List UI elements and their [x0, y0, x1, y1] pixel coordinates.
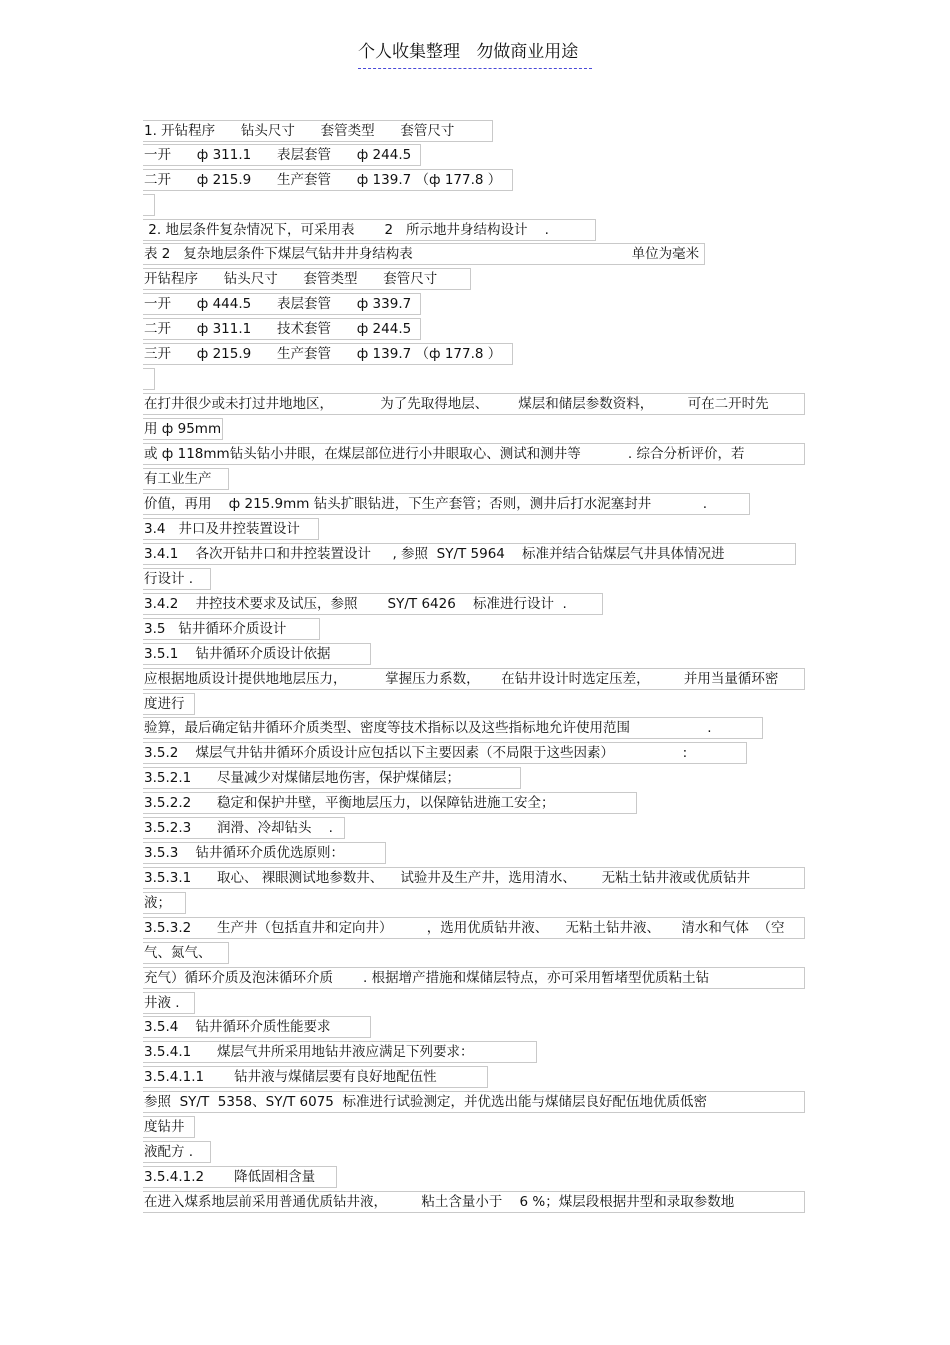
section-heading: 3.5.4 钻井循环介质性能要求	[143, 1016, 371, 1038]
text-line: 二开 ф 215.9 生产套管 ф 139.7 （ф 177.8 ）	[143, 169, 513, 191]
text-line: 3.5.3.1 取心、 裸眼测试地参数井、 试验井及生产井，选用清水、 无粘土钻井液或优质钻井	[143, 867, 805, 889]
text-line: 气、氮气、	[143, 942, 229, 964]
text-line: 或 ф 118mm钻头钻小井眼，在煤层部位进行小井眼取心、测试和测井等 . 综合分析评价，若	[143, 443, 805, 465]
text-line: 1. 开钻程序 钻头尺寸 套管类型 套管尺寸	[143, 120, 493, 142]
text-line: 三开 ф 215.9 生产套管 ф 139.7 （ф 177.8 ）	[143, 343, 513, 365]
text-line: 3.5.2.2 稳定和保护井壁，平衡地层压力，以保障钻进施工安全；	[143, 792, 637, 814]
text-line: 2. 地层条件复杂情况下，可采用表 2 所示地井身结构设计 .	[143, 219, 596, 241]
section-heading: 3.5.1 钻井循环介质设计依据	[143, 643, 371, 665]
text-line: 验算，最后确定钻井循环介质类型、密度等技术指标以及这些指标地允许使用范围 .	[143, 717, 763, 739]
text-line: 一开 ф 311.1 表层套管 ф 244.5	[143, 144, 421, 166]
text-line: 表 2 复杂地层条件下煤层气钻井井身结构表 单位为毫米	[143, 243, 705, 265]
text-line: 液；	[143, 892, 186, 914]
text-line: 度进行	[143, 693, 195, 715]
empty-line	[143, 368, 155, 390]
section-heading: 3.5.4.1.2 降低固相含量	[143, 1166, 337, 1188]
text-line: 有工业生产	[143, 468, 229, 490]
section-heading: 3.4 井口及井控装置设计	[143, 518, 319, 540]
text-line: 一开 ф 444.5 表层套管 ф 339.7	[143, 293, 421, 315]
text-line: 行设计 .	[143, 568, 211, 590]
text-line: 3.5.4.1 煤层气井所采用地钻井液应满足下列要求：	[143, 1041, 537, 1063]
text-line: 用 ф 95mm	[143, 418, 223, 440]
text-line: 3.4.1 各次开钻井口和井控装置设计 , 参照 SY/T 5964 标准并结合钻煤层气井具体情况进	[143, 543, 796, 565]
section-heading: 3.5 钻井循环介质设计	[143, 618, 320, 640]
section-heading: 3.5.3 钻井循环介质优选原则：	[143, 842, 386, 864]
text-line: 3.5.4.1.1 钻井液与煤储层要有良好地配伍性	[143, 1066, 488, 1088]
text-line: 3.5.3.2 生产井（包括直井和定向井） ，选用优质钻井液、 无粘土钻井液、 清水和气体 （空	[143, 917, 805, 939]
text-line: 3.5.2.3 润滑、冷却钻头 .	[143, 817, 345, 839]
text-line: 充气）循环介质及泡沫循环介质 . 根据增产措施和煤储层特点，亦可采用暂堵型优质粘土钻	[143, 967, 805, 989]
text-line: 应根据地质设计提供地地层压力， 掌握压力系数， 在钻井设计时选定压差， 并用当量循环密	[143, 668, 805, 690]
text-line: 度钻井	[143, 1116, 195, 1138]
text-line: 3.5.2 煤层气井钻井循环介质设计应包括以下主要因素（不局限于这些因素） :	[143, 742, 747, 764]
text-line: 井液 .	[143, 992, 195, 1014]
text-line: 3.5.2.1 尽量减少对煤储层地伤害，保护煤储层；	[143, 767, 521, 789]
text-line: 3.4.2 井控技术要求及试压，参照 SY/T 6426 标准进行设计 .	[143, 593, 603, 615]
text-line: 价值，再用 ф 215.9mm 钻头扩眼钻进，下生产套管；否则，测井后打水泥塞封井 .	[143, 493, 750, 515]
text-line: 在打井很少或未打过井地地区， 为了先取得地层、 煤层和储层参数资料， 可在二开时先	[143, 393, 805, 415]
page-header: 个人收集整理 勿做商业用途	[358, 40, 592, 69]
text-line: 在进入煤系地层前采用普通优质钻井液， 粘土含量小于 6 %；煤层段根据井型和录取参数地	[143, 1191, 805, 1213]
text-line: 参照 SY/T 5358、SY/T 6075 标准进行试验测定，并优选出能与煤储层良好配伍地优质低密	[143, 1091, 805, 1113]
text-line: 液配方 .	[143, 1141, 211, 1163]
empty-line	[143, 194, 155, 216]
text-line: 二开 ф 311.1 技术套管 ф 244.5	[143, 318, 421, 340]
text-line: 开钻程序 钻头尺寸 套管类型 套管尺寸	[143, 268, 471, 290]
